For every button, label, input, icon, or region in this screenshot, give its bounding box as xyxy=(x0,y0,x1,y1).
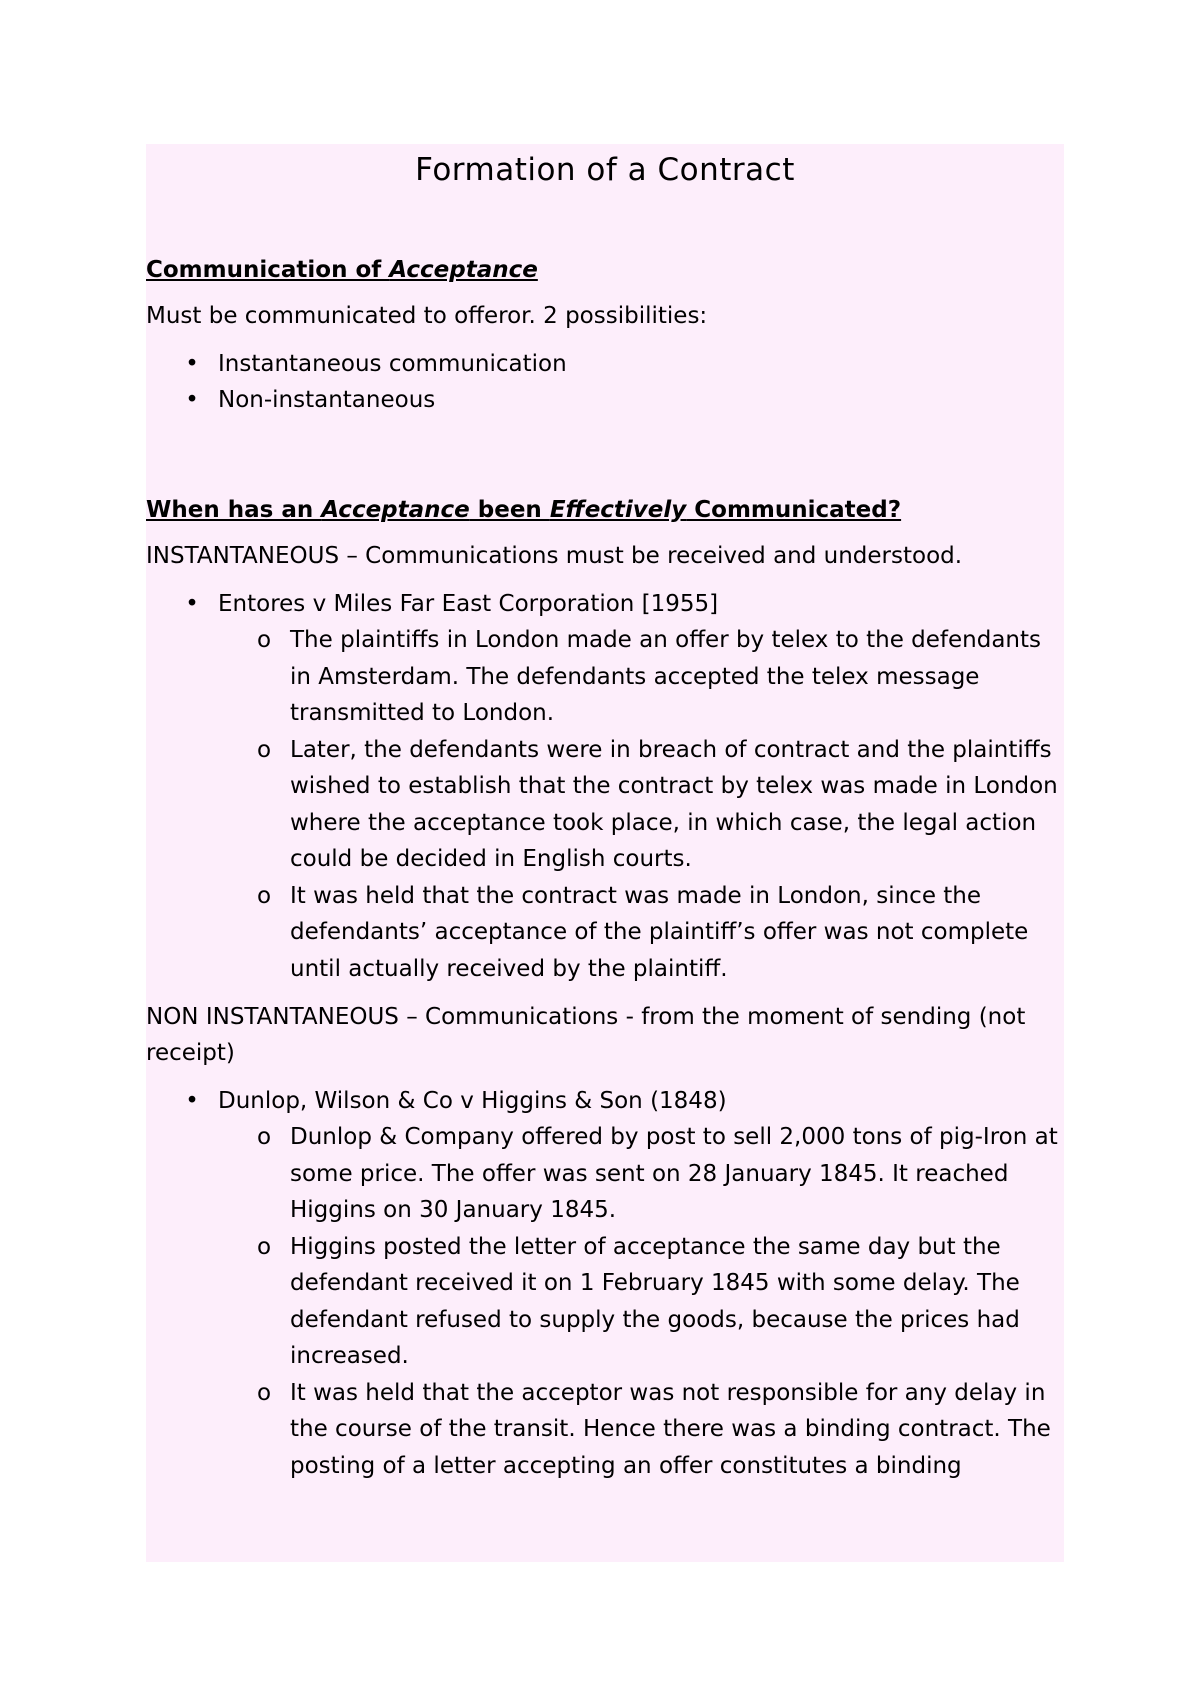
bullet-marker: • xyxy=(185,1088,199,1114)
case-name: Dunlop, Wilson & Co v Higgins & Son (1848) xyxy=(218,1088,727,1114)
case-point xyxy=(218,878,1064,988)
case-point-text: Dunlop & Company offered by post to sell 2,000 tons of pig-Iron at some price. The offer was sent on 28 January 1845. It reached Higgins on 30 January 1845. xyxy=(290,1124,1058,1223)
document-title: Formation of a Contract xyxy=(415,152,795,188)
case-name: Entores v Miles Far East Corporation [1955] xyxy=(218,591,719,617)
heading-text: been xyxy=(469,497,550,523)
case-point xyxy=(218,622,1064,732)
non-instantaneous-intro: NON INSTANTANEOUS – Communications - from the moment of sending (not receipt) xyxy=(146,1004,1026,1066)
list-item xyxy=(146,382,1064,418)
bullet-marker: • xyxy=(185,351,199,377)
sub-bullet-marker: o xyxy=(256,1379,272,1406)
case-points xyxy=(218,1119,1064,1484)
case-item xyxy=(146,586,1064,987)
list-item xyxy=(146,346,1064,382)
heading-text: When has an xyxy=(146,497,322,523)
case-point xyxy=(218,732,1064,878)
case-point-text: The plaintiffs in London made an offer by telex to the defendants in Amsterdam. The defendants accepted the telex message transmitted to London. xyxy=(290,627,1042,726)
sub-bullet-marker: o xyxy=(256,882,272,909)
bullet-marker: • xyxy=(185,387,199,413)
section-heading-effective-communication xyxy=(146,494,1064,526)
sub-bullet-marker: o xyxy=(256,1233,272,1260)
communication-intro: Must be communicated to offeror. 2 possibilities: xyxy=(146,303,708,329)
case-point xyxy=(218,1119,1064,1229)
sub-bullet-marker: o xyxy=(256,1124,272,1150)
case-point xyxy=(218,1375,1064,1485)
instantaneous-intro: INSTANTANEOUS – Communications must be received and understood. xyxy=(146,543,963,569)
heading-emphasis: Acceptance xyxy=(389,257,538,283)
instantaneous-cases xyxy=(146,586,1064,987)
section-heading-communication-of-acceptance xyxy=(146,254,1064,286)
heading-text: Communicated? xyxy=(686,497,902,523)
list-item-text: Non-instantaneous xyxy=(218,387,436,413)
case-points xyxy=(218,622,1064,987)
heading-emphasis: Effectively xyxy=(549,497,687,523)
heading-text: Communication of xyxy=(146,257,390,283)
heading-emphasis: Acceptance xyxy=(321,497,470,523)
sub-bullet-marker: o xyxy=(256,736,272,763)
list-item-text: Instantaneous communication xyxy=(218,351,567,377)
document-content xyxy=(146,144,1064,1484)
possibilities-list xyxy=(146,346,1064,418)
case-point-text: Higgins posted the letter of acceptance the same day but the defendant received it on 1 February 1845 with some delay. The defendant refused to supply the goods, because the prices had increased. xyxy=(290,1233,1020,1369)
case-point xyxy=(218,1229,1064,1375)
sub-bullet-marker: o xyxy=(256,627,272,653)
non-instantaneous-cases xyxy=(146,1083,1064,1484)
bullet-marker: • xyxy=(185,591,199,617)
case-item xyxy=(146,1083,1064,1484)
case-point-text: Later, the defendants were in breach of contract and the plaintiffs wished to establish that the contract by telex was made in London where the acceptance took place, in which case, the legal action could be decided in English courts. xyxy=(290,736,1058,872)
case-point-text: It was held that the acceptor was not responsible for any delay in the course of the transit. Hence there was a binding contract. The posting of a letter accepting an offer constitutes a binding xyxy=(290,1379,1051,1479)
case-point-text: It was held that the contract was made in London, since the defendants’ acceptance of the plaintiff’s offer was not complete until actually received by the plaintiff. xyxy=(290,882,1029,982)
